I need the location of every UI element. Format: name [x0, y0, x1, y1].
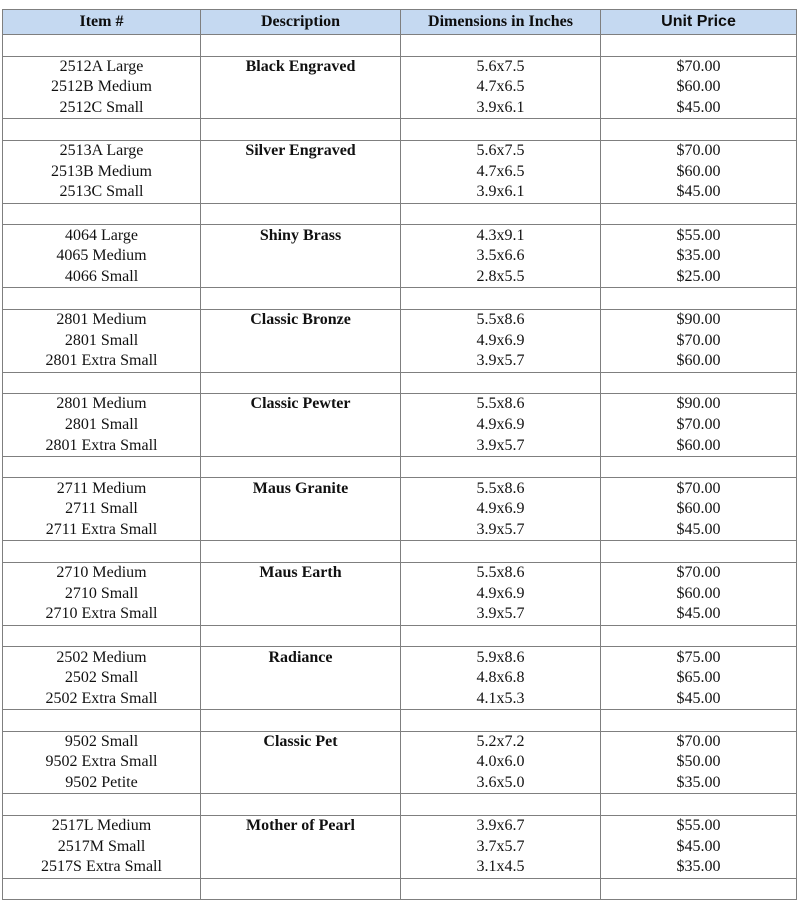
spacer-row	[3, 372, 797, 394]
empty-cell	[401, 119, 601, 141]
empty-cell	[201, 288, 401, 310]
spacer-row	[3, 119, 797, 141]
item-number-cell: 2512C Small	[3, 98, 201, 119]
item-number-cell: 2710 Small	[3, 583, 201, 604]
empty-cell	[201, 541, 401, 563]
empty-cell	[201, 878, 401, 900]
description-cell	[201, 668, 401, 689]
description-cell	[201, 688, 401, 709]
dimensions-cell: 5.2x7.2	[401, 731, 601, 752]
empty-cell	[3, 456, 201, 478]
item-number-cell: 2801 Small	[3, 330, 201, 351]
dimensions-cell: 3.6x5.0	[401, 773, 601, 794]
table-row	[3, 668, 797, 689]
empty-cell	[3, 794, 201, 816]
column-header-item: Item #	[3, 10, 201, 35]
item-number-cell: 2710 Extra Small	[3, 604, 201, 625]
empty-cell	[201, 625, 401, 647]
table-row	[3, 837, 797, 858]
unit-price-cell: $70.00	[601, 478, 797, 499]
item-number-cell: 2801 Medium	[3, 309, 201, 330]
empty-cell	[201, 203, 401, 225]
table-row	[3, 56, 797, 77]
empty-cell	[601, 794, 797, 816]
empty-cell	[601, 372, 797, 394]
table-row	[3, 499, 797, 520]
empty-cell	[601, 119, 797, 141]
unit-price-cell: $45.00	[601, 688, 797, 709]
table-row	[3, 225, 797, 246]
item-number-cell: 2801 Extra Small	[3, 351, 201, 372]
unit-price-cell: $35.00	[601, 773, 797, 794]
description-cell: Mother of Pearl	[201, 815, 401, 836]
description-cell	[201, 752, 401, 773]
item-number-cell: 4065 Medium	[3, 246, 201, 267]
dimensions-cell: 5.5x8.6	[401, 394, 601, 415]
dimensions-cell: 3.9x5.7	[401, 351, 601, 372]
table-row	[3, 330, 797, 351]
table-row	[3, 478, 797, 499]
dimensions-cell: 3.9x5.7	[401, 435, 601, 456]
description-cell: Radiance	[201, 647, 401, 668]
empty-cell	[3, 372, 201, 394]
empty-cell	[201, 372, 401, 394]
unit-price-cell: $70.00	[601, 415, 797, 436]
item-number-cell: 2801 Extra Small	[3, 435, 201, 456]
table-row	[3, 415, 797, 436]
dimensions-cell: 4.3x9.1	[401, 225, 601, 246]
item-number-cell: 2512A Large	[3, 56, 201, 77]
unit-price-cell: $70.00	[601, 56, 797, 77]
description-cell	[201, 330, 401, 351]
dimensions-cell: 5.5x8.6	[401, 478, 601, 499]
table-row	[3, 140, 797, 161]
empty-cell	[3, 710, 201, 732]
unit-price-cell: $60.00	[601, 499, 797, 520]
table-row	[3, 162, 797, 183]
empty-cell	[401, 878, 601, 900]
spacer-row	[3, 456, 797, 478]
header-row	[3, 10, 797, 35]
dimensions-cell: 4.9x6.9	[401, 583, 601, 604]
dimensions-cell: 3.9x5.7	[401, 520, 601, 541]
description-cell	[201, 77, 401, 98]
empty-cell	[201, 35, 401, 57]
spacer-row	[3, 710, 797, 732]
dimensions-cell: 5.5x8.6	[401, 309, 601, 330]
table-row	[3, 857, 797, 878]
description-cell: Black Engraved	[201, 56, 401, 77]
item-number-cell: 2517S Extra Small	[3, 857, 201, 878]
item-number-cell: 9502 Small	[3, 731, 201, 752]
description-cell: Maus Earth	[201, 562, 401, 583]
description-cell: Classic Pet	[201, 731, 401, 752]
empty-cell	[401, 35, 601, 57]
spacer-row	[3, 794, 797, 816]
dimensions-cell: 3.1x4.5	[401, 857, 601, 878]
item-number-cell: 2513A Large	[3, 140, 201, 161]
description-cell	[201, 435, 401, 456]
empty-cell	[3, 625, 201, 647]
dimensions-cell: 5.6x7.5	[401, 140, 601, 161]
unit-price-cell: $35.00	[601, 246, 797, 267]
description-cell: Classic Pewter	[201, 394, 401, 415]
table-row	[3, 394, 797, 415]
unit-price-cell: $70.00	[601, 140, 797, 161]
unit-price-cell: $70.00	[601, 562, 797, 583]
empty-cell	[601, 288, 797, 310]
dimensions-cell: 4.7x6.5	[401, 162, 601, 183]
unit-price-cell: $70.00	[601, 330, 797, 351]
table-row	[3, 562, 797, 583]
unit-price-cell: $45.00	[601, 520, 797, 541]
unit-price-cell: $70.00	[601, 731, 797, 752]
item-number-cell: 2711 Extra Small	[3, 520, 201, 541]
table-row	[3, 731, 797, 752]
item-number-cell: 4064 Large	[3, 225, 201, 246]
unit-price-cell: $60.00	[601, 351, 797, 372]
dimensions-cell: 2.8x5.5	[401, 267, 601, 288]
unit-price-cell: $55.00	[601, 225, 797, 246]
dimensions-cell: 3.7x5.7	[401, 837, 601, 858]
item-number-cell: 2801 Small	[3, 415, 201, 436]
column-header-unit-price: Unit Price	[601, 10, 797, 35]
item-number-cell: 2517M Small	[3, 837, 201, 858]
description-cell	[201, 98, 401, 119]
table-row	[3, 773, 797, 794]
empty-cell	[201, 456, 401, 478]
empty-cell	[201, 710, 401, 732]
description-cell	[201, 267, 401, 288]
empty-cell	[601, 878, 797, 900]
table-row	[3, 604, 797, 625]
item-number-cell: 2517L Medium	[3, 815, 201, 836]
item-number-cell: 9502 Petite	[3, 773, 201, 794]
empty-cell	[601, 541, 797, 563]
spacer-row	[3, 203, 797, 225]
empty-cell	[3, 288, 201, 310]
item-number-cell: 2512B Medium	[3, 77, 201, 98]
table-row	[3, 583, 797, 604]
empty-cell	[601, 710, 797, 732]
dimensions-cell: 3.9x6.1	[401, 98, 601, 119]
table-row	[3, 309, 797, 330]
empty-cell	[401, 794, 601, 816]
empty-cell	[3, 119, 201, 141]
unit-price-cell: $45.00	[601, 837, 797, 858]
dimensions-cell: 3.5x6.6	[401, 246, 601, 267]
empty-cell	[3, 35, 201, 57]
table-row	[3, 647, 797, 668]
item-number-cell: 2502 Extra Small	[3, 688, 201, 709]
empty-cell	[401, 372, 601, 394]
unit-price-cell: $35.00	[601, 857, 797, 878]
table-row	[3, 752, 797, 773]
dimensions-cell: 4.9x6.9	[401, 415, 601, 436]
description-cell: Silver Engraved	[201, 140, 401, 161]
description-cell	[201, 604, 401, 625]
unit-price-cell: $65.00	[601, 668, 797, 689]
unit-price-cell: $90.00	[601, 394, 797, 415]
spacer-row	[3, 541, 797, 563]
unit-price-cell: $90.00	[601, 309, 797, 330]
description-cell: Shiny Brass	[201, 225, 401, 246]
unit-price-cell: $25.00	[601, 267, 797, 288]
empty-cell	[401, 541, 601, 563]
dimensions-cell: 4.8x6.8	[401, 668, 601, 689]
item-number-cell: 9502 Extra Small	[3, 752, 201, 773]
table-row	[3, 267, 797, 288]
description-cell	[201, 246, 401, 267]
unit-price-cell: $55.00	[601, 815, 797, 836]
empty-cell	[401, 625, 601, 647]
empty-cell	[201, 119, 401, 141]
empty-cell	[201, 794, 401, 816]
table-row	[3, 77, 797, 98]
empty-cell	[3, 541, 201, 563]
item-number-cell: 2801 Medium	[3, 394, 201, 415]
spacer-row	[3, 625, 797, 647]
table-row	[3, 246, 797, 267]
column-header-dimensions: Dimensions in Inches	[401, 10, 601, 35]
item-number-cell: 2711 Medium	[3, 478, 201, 499]
description-cell	[201, 520, 401, 541]
dimensions-cell: 4.9x6.9	[401, 499, 601, 520]
dimensions-cell: 4.9x6.9	[401, 330, 601, 351]
dimensions-cell: 3.9x6.1	[401, 182, 601, 203]
dimensions-cell: 5.6x7.5	[401, 56, 601, 77]
table-row	[3, 182, 797, 203]
unit-price-cell: $60.00	[601, 162, 797, 183]
dimensions-cell: 3.9x5.7	[401, 604, 601, 625]
item-number-cell: 2711 Small	[3, 499, 201, 520]
table-row	[3, 688, 797, 709]
unit-price-cell: $50.00	[601, 752, 797, 773]
empty-cell	[601, 456, 797, 478]
unit-price-cell: $45.00	[601, 604, 797, 625]
item-number-cell: 4066 Small	[3, 267, 201, 288]
unit-price-cell: $60.00	[601, 583, 797, 604]
item-number-cell: 2502 Small	[3, 668, 201, 689]
table-body	[3, 35, 797, 900]
unit-price-cell: $45.00	[601, 98, 797, 119]
unit-price-cell: $75.00	[601, 647, 797, 668]
description-cell	[201, 773, 401, 794]
empty-cell	[601, 625, 797, 647]
empty-cell	[3, 878, 201, 900]
item-number-cell: 2710 Medium	[3, 562, 201, 583]
table-row	[3, 815, 797, 836]
description-cell	[201, 351, 401, 372]
table-row	[3, 520, 797, 541]
description-cell	[201, 499, 401, 520]
unit-price-cell: $60.00	[601, 77, 797, 98]
table-row	[3, 98, 797, 119]
dimensions-cell: 4.7x6.5	[401, 77, 601, 98]
dimensions-cell: 4.1x5.3	[401, 688, 601, 709]
unit-price-cell: $60.00	[601, 435, 797, 456]
item-number-cell: 2513B Medium	[3, 162, 201, 183]
table-row	[3, 351, 797, 372]
unit-price-cell: $45.00	[601, 182, 797, 203]
dimensions-cell: 4.0x6.0	[401, 752, 601, 773]
table-row	[3, 435, 797, 456]
empty-cell	[601, 35, 797, 57]
description-cell	[201, 162, 401, 183]
description-cell	[201, 415, 401, 436]
description-cell: Classic Bronze	[201, 309, 401, 330]
spacer-row	[3, 35, 797, 57]
empty-cell	[401, 456, 601, 478]
dimensions-cell: 3.9x6.7	[401, 815, 601, 836]
description-cell	[201, 857, 401, 878]
dimensions-cell: 5.5x8.6	[401, 562, 601, 583]
description-cell	[201, 583, 401, 604]
dimensions-cell: 5.9x8.6	[401, 647, 601, 668]
item-number-cell: 2502 Medium	[3, 647, 201, 668]
description-cell	[201, 837, 401, 858]
empty-cell	[601, 203, 797, 225]
empty-cell	[3, 203, 201, 225]
empty-cell	[401, 710, 601, 732]
description-cell	[201, 182, 401, 203]
empty-cell	[401, 288, 601, 310]
empty-cell	[401, 203, 601, 225]
price-table	[2, 9, 797, 900]
item-number-cell: 2513C Small	[3, 182, 201, 203]
spacer-row	[3, 878, 797, 900]
spacer-row	[3, 288, 797, 310]
column-header-description: Description	[201, 10, 401, 35]
description-cell: Maus Granite	[201, 478, 401, 499]
